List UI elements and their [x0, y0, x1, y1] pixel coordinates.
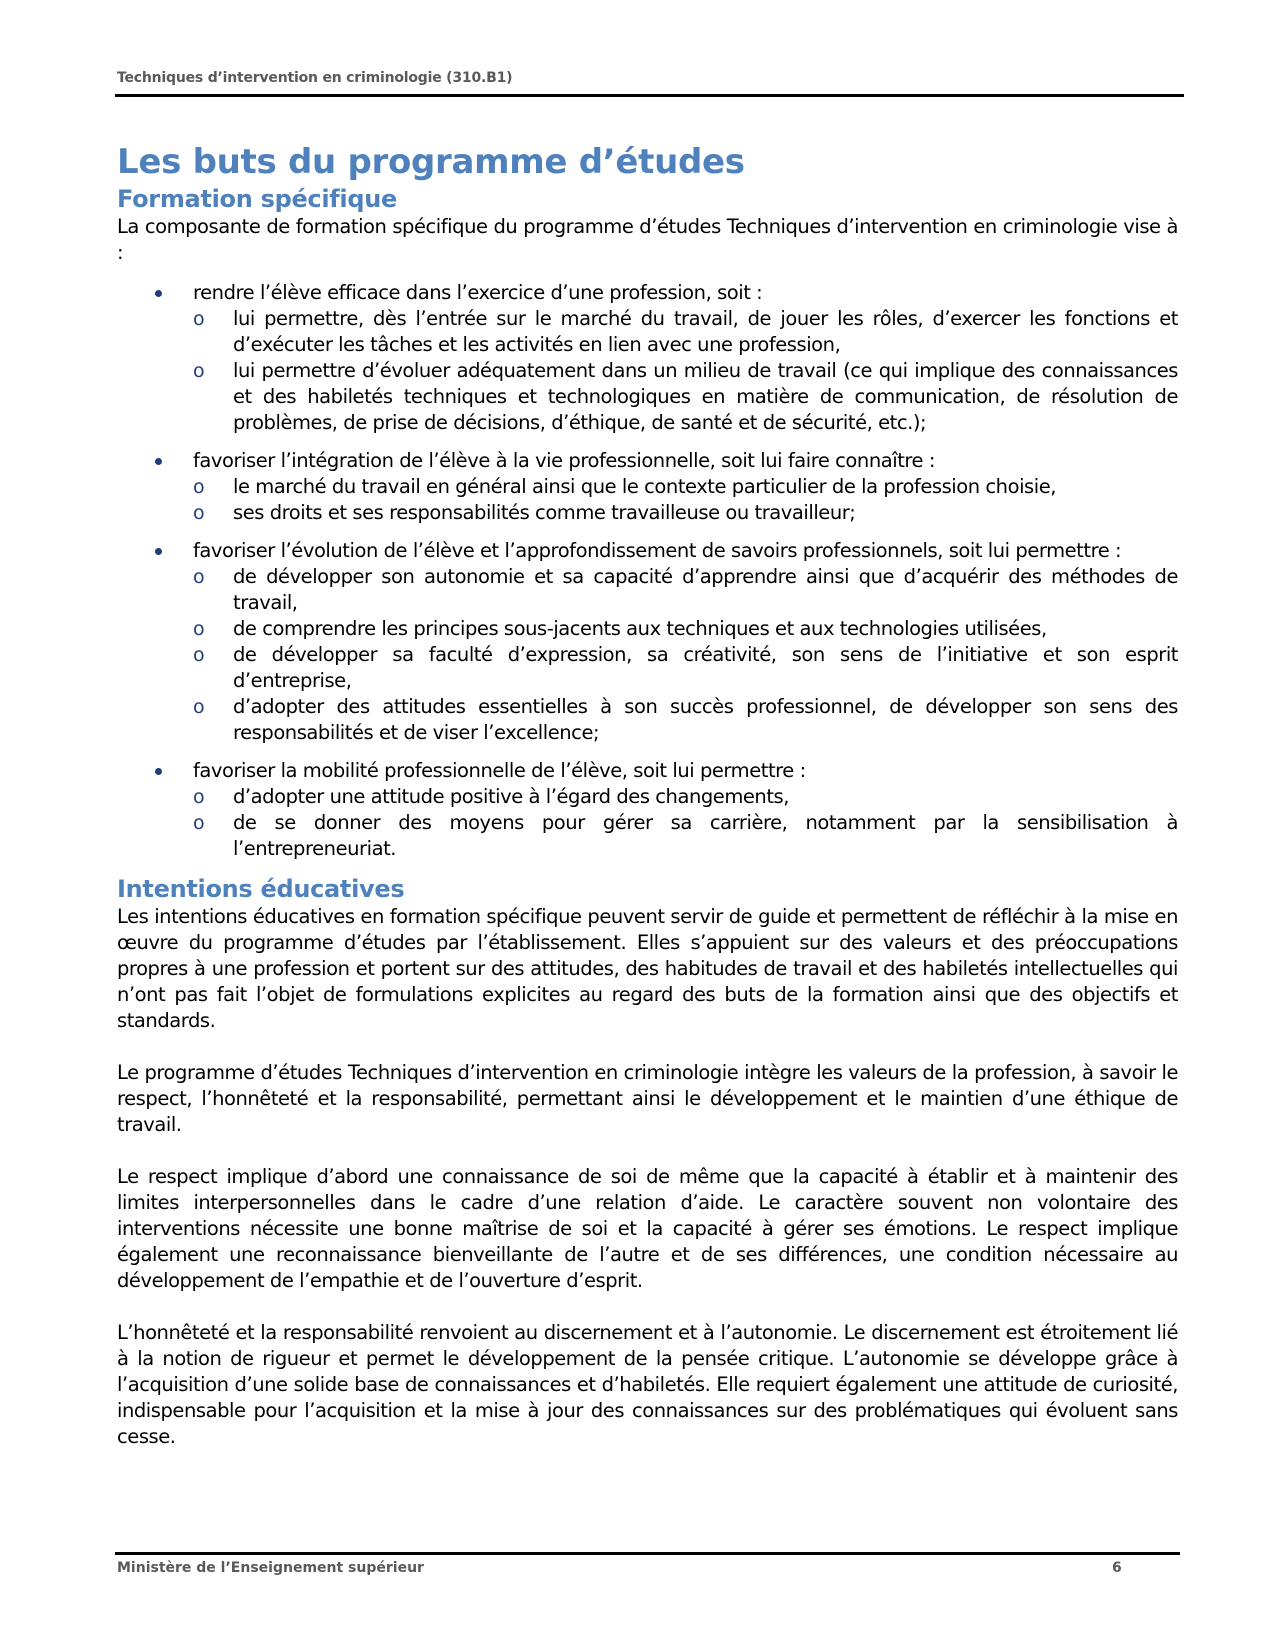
sub-list-item: [193, 500, 1178, 526]
footer-rule: [115, 1552, 1180, 1555]
list-item: [117, 448, 1178, 526]
sub-item-text: ses droits et ses responsabilités comme travailleuse ou travailleur;: [233, 501, 856, 524]
circle-bullet-icon: o: [193, 476, 205, 498]
goals-list: [117, 280, 1178, 862]
sub-list-item: [193, 564, 1178, 616]
header-rule: [115, 94, 1184, 97]
circle-bullet-icon: o: [193, 308, 205, 330]
sub-list-item: [193, 784, 1178, 810]
circle-bullet-icon: o: [193, 812, 205, 834]
circle-bullet-icon: o: [193, 644, 205, 666]
list-item: [117, 758, 1178, 862]
page-header: [117, 70, 1184, 86]
sub-item-text: de développer son autonomie et sa capacité d’apprendre ainsi que d’acquérir des méthodes de travail,: [233, 565, 1178, 614]
bullet-icon: [155, 290, 162, 297]
header-title: Techniques d’intervention en criminologie (310.B1): [117, 70, 513, 86]
section-heading-intentions-educatives: Intentions éducatives: [117, 875, 405, 903]
sub-item-text: d’adopter des attitudes essentielles à son succès professionnel, de développer son sens des responsabilités et de viser l’excellence;: [233, 695, 1178, 744]
page-content: [117, 140, 1178, 1450]
sub-item-text: lui permettre d’évoluer adéquatement dans un milieu de travail (ce qui implique des connaissances et des habiletés techniques et technologiques en matière de communication, de résolution de problèmes, de prise de décisions, d’éthique, de santé et de sécurité, etc.);: [233, 359, 1178, 434]
paragraph: Le programme d’études Techniques d’intervention en criminologie intègre les valeurs de la profession, à savoir le respect, l’honnêteté et la responsabilité, permettant ainsi le développement et le maintien d’une éthique de travail.: [117, 1061, 1178, 1136]
sub-list-item: [193, 306, 1178, 358]
sub-list-item: [193, 642, 1178, 694]
sub-list-item: [193, 810, 1178, 862]
circle-bullet-icon: o: [193, 566, 205, 588]
footer-publisher: Ministère de l’Enseignement supérieur: [117, 1560, 424, 1576]
sub-item-text: le marché du travail en général ainsi que le contexte particulier de la profession choisie,: [233, 475, 1057, 498]
circle-bullet-icon: o: [193, 502, 205, 524]
list-item: [117, 538, 1178, 746]
paragraph: Le respect implique d’abord une connaissance de soi de même que la capacité à établir et à maintenir des limites interpersonnelles dans le cadre d’une relation d’aide. Le caractère souvent non volontaire des interventions nécessite une bonne maîtrise de soi et la capacité à gérer ses émotions. Le respect implique également une reconnaissance bienveillante de l’autre et de ses différences, une condition nécessaire au développement de l’empathie et de l’ouverture d’esprit.: [117, 1165, 1178, 1292]
list-item: [117, 280, 1178, 436]
sub-item-text: d’adopter une attitude positive à l’égard des changements,: [233, 785, 789, 808]
sub-item-text: de se donner des moyens pour gérer sa carrière, notamment par la sensibilisation à l’entrepreneuriat.: [233, 811, 1178, 860]
page-number: 6: [1112, 1560, 1122, 1576]
sub-item-text: de comprendre les principes sous-jacents aux techniques et aux technologies utilisées,: [233, 617, 1047, 640]
circle-bullet-icon: o: [193, 618, 205, 640]
page-title: Les buts du programme d’études: [117, 142, 745, 182]
paragraph: L’honnêteté et la responsabilité renvoient au discernement et à l’autonomie. Le discernement est étroitement lié à la notion de rigueur et permet le développement de la pensée critique. L’autonomie se développe grâce à l’acquisition d’une solide base de connaissances et d’habiletés. Elle requiert également une attitude de curiosité, indispensable pour l’acquisition et la mise à jour des connaissances sur des problématiques qui évoluent sans cesse.: [117, 1321, 1178, 1448]
circle-bullet-icon: o: [193, 696, 205, 718]
list-item-text: favoriser l’intégration de l’élève à la vie professionnelle, soit lui faire connaître :: [193, 449, 935, 472]
sub-list-item: [193, 474, 1178, 500]
bullet-icon: [155, 458, 162, 465]
list-item-text: favoriser l’évolution de l’élève et l’approfondissement de savoirs professionnels, soit lui permettre :: [193, 539, 1122, 562]
bullet-icon: [155, 768, 162, 775]
sub-list: [193, 474, 1178, 526]
bullet-icon: [155, 548, 162, 555]
sub-list: [193, 306, 1178, 436]
list-item-text: favoriser la mobilité professionnelle de l’élève, soit lui permettre :: [193, 759, 806, 782]
paragraph: Les intentions éducatives en formation spécifique peuvent servir de guide et permettent de réfléchir à la mise en œuvre du programme d’études par l’établissement. Elles s’appuient sur des valeurs et des préoccupations propres à une profession et portent sur des attitudes, des habitudes de travail et des habiletés intellectuelles qui n’ont pas fait l’objet de formulations explicites au regard des buts de la formation ainsi que des objectifs et standards.: [117, 905, 1178, 1032]
section-heading-formation-specifique: Formation spécifique: [117, 185, 397, 213]
list-item-text: rendre l’élève efficace dans l’exercice d’une profession, soit :: [193, 281, 763, 304]
sub-list: [193, 564, 1178, 746]
sub-list: [193, 784, 1178, 862]
sub-list-item: [193, 694, 1178, 746]
sub-list-item: [193, 358, 1178, 436]
circle-bullet-icon: o: [193, 360, 205, 382]
sub-item-text: lui permettre, dès l’entrée sur le marché du travail, de jouer les rôles, d’exercer les fonctions et d’exécuter les tâches et les activités en lien avec une profession,: [233, 307, 1178, 356]
sub-list-item: [193, 616, 1178, 642]
circle-bullet-icon: o: [193, 786, 205, 808]
section-intro: La composante de formation spécifique du programme d’études Techniques d’intervention en criminologie vise à :: [117, 215, 1178, 264]
sub-item-text: de développer sa faculté d’expression, sa créativité, son sens de l’initiative et son esprit d’entreprise,: [233, 643, 1178, 692]
